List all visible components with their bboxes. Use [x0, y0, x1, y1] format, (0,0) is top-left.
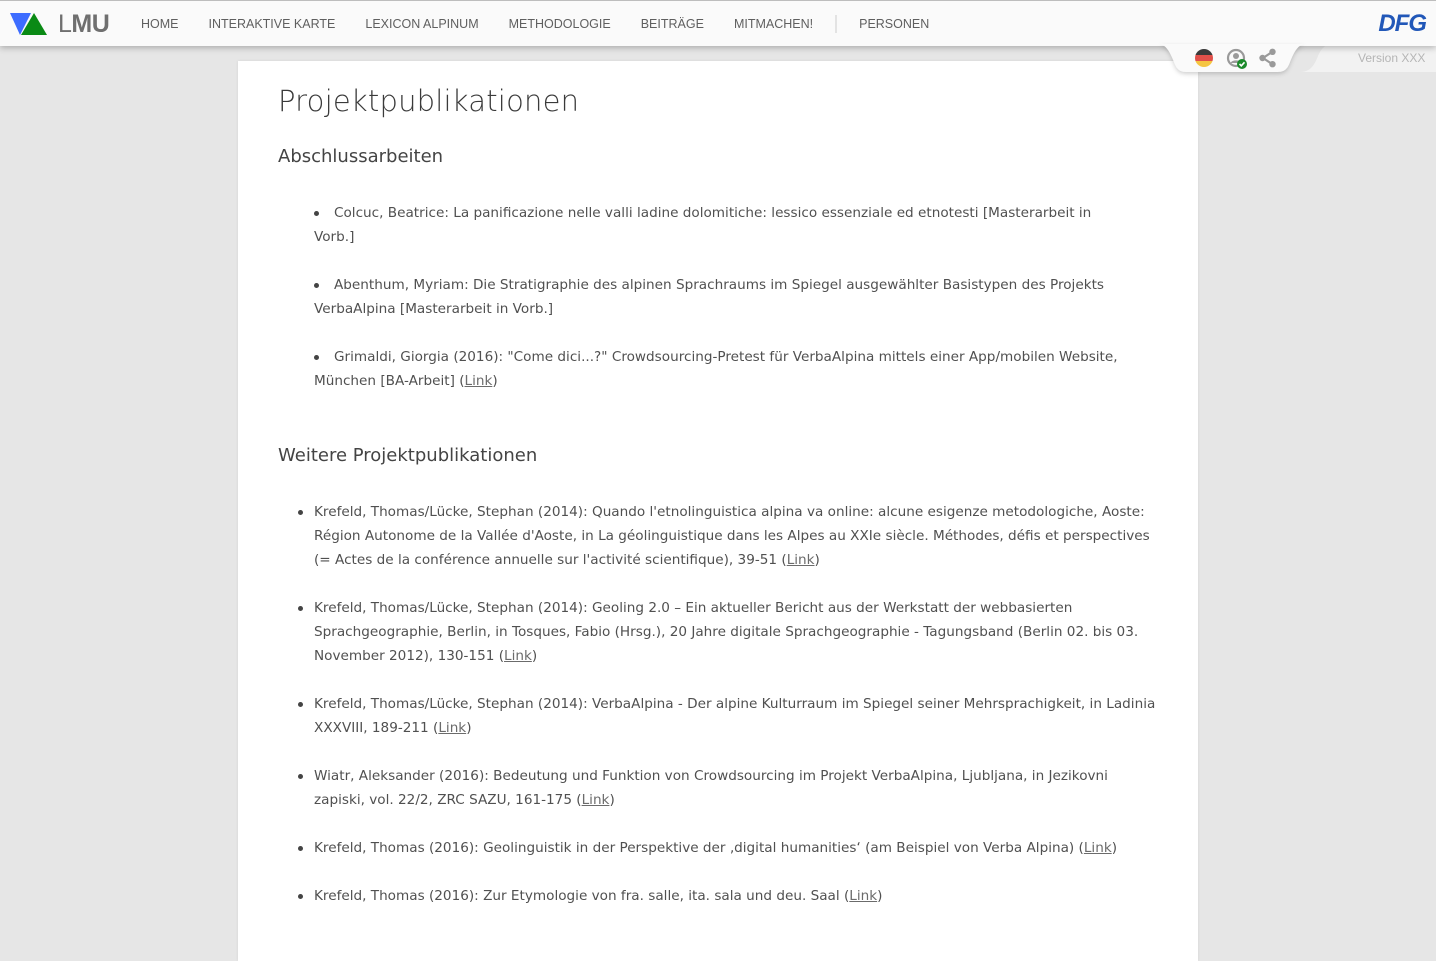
logo-letter-l: L	[58, 9, 72, 38]
list-item	[314, 884, 1158, 908]
publication-link[interactable]: Link	[504, 648, 532, 664]
publication-link[interactable]: Link	[1083, 840, 1112, 856]
publication-text-end: )	[492, 373, 498, 389]
tools-tab	[1158, 44, 1306, 74]
logo-letters-mu: MU	[71, 9, 110, 38]
publication-text-end: )	[814, 552, 820, 568]
nav-methodologie[interactable]: METHODOLOGIE	[508, 16, 611, 31]
german-flag-icon[interactable]	[1194, 48, 1214, 68]
list-item	[314, 500, 1158, 572]
version-label: Version XXX	[1358, 51, 1426, 65]
share-icon[interactable]	[1258, 48, 1278, 68]
publication-text: Abenthum, Myriam: Die Stratigraphie des alpinen Sprachraums im Spiegel ausgewählter Basistypen des Projekts VerbaAlpina [Masterarbeit in Vorb.]	[314, 277, 1104, 317]
list-item	[314, 345, 1128, 393]
publication-text: Grimaldi, Giorgia (2016): "Come dici...?" Crowdsourcing-Pretest für VerbaAlpina mittels einer App/mobilen Website, München [BA-Arbeit] (	[314, 349, 1118, 389]
publication-text-end: )	[609, 792, 615, 808]
publication-text: Krefeld, Thomas/Lücke, Stephan (2014): Geoling 2.0 – Ein aktueller Bericht aus der Werkstatt der webbasierten Sprachgeographie, Berlin, in Tosques, Fabio (Hrsg.), 20 Jahre digitale Sprachgeographie - Tagungsband (Berlin 02. bis 03. November 2012), 130-151 (	[314, 600, 1139, 664]
list-item	[314, 692, 1158, 740]
version-tab	[1300, 44, 1436, 74]
main-nav	[126, 1, 944, 46]
nav-mitmachen[interactable]: MITMACHEN!	[733, 16, 814, 31]
list-item	[314, 273, 1128, 321]
publication-text-end: )	[1111, 840, 1118, 856]
main-content	[238, 61, 1198, 961]
section-title-weitere-projektpublikationen: Weitere Projektpublikationen	[278, 445, 538, 466]
nav-personen[interactable]: PERSONEN	[859, 16, 930, 31]
publication-link[interactable]: Link	[464, 373, 493, 389]
publication-text: Krefeld, Thomas/Lücke, Stephan (2014): Quando l'etnolinguistica alpina va online: alcune esigenze metodologiche, Aoste: Région Autonome de la Vallée d'Aoste, in La géolinguistique dans les Alpes au XXIe siècle. Méthodes, défis et perspectives (= Actes de la conférence annuelle sur l'activité scientifique), 39-51 (	[314, 504, 1150, 568]
publication-text-end: )	[531, 648, 538, 664]
nav-beitraege[interactable]: BEITRÄGE	[640, 16, 704, 31]
list-item	[314, 836, 1158, 860]
weitere-projektpublikationen-list	[278, 500, 1158, 908]
publication-text: Wiatr, Aleksander (2016): Bedeutung und Funktion von Crowdsourcing im Projekt VerbaAlpina, Ljubljana, in Jezikovni zapiski, vol. 22/2, ZRC SAZU, 161-175 (	[314, 768, 1108, 808]
verbaalpina-triangle-icon	[10, 12, 48, 36]
dfg-logo[interactable]: DFG	[1378, 10, 1426, 37]
top-navigation-bar	[0, 0, 1436, 46]
section-title-abschlussarbeiten: Abschlussarbeiten	[278, 146, 444, 167]
list-item	[314, 596, 1158, 668]
abschlussarbeiten-list	[278, 201, 1128, 393]
nav-interaktive-karte[interactable]: INTERAKTIVE KARTE	[208, 16, 336, 31]
publication-link[interactable]: Link	[786, 552, 815, 568]
publication-text: Krefeld, Thomas (2016): Zur Etymologie von fra. salle, ita. sala und deu. Saal (	[314, 888, 850, 904]
lmu-logo[interactable]	[10, 11, 110, 37]
publication-text-end: )	[466, 720, 472, 736]
publication-link[interactable]: Link	[581, 792, 610, 808]
list-item	[314, 764, 1158, 812]
user-logged-in-icon[interactable]	[1226, 48, 1246, 68]
publication-text: Krefeld, Thomas (2016): Geolinguistik in der Perspektive der ‚digital humanities‘ (am Beispiel von Verba Alpina) (	[314, 840, 1084, 856]
list-item	[314, 201, 1128, 249]
page-title: Projektpublikationen	[278, 84, 580, 118]
nav-divider	[835, 15, 837, 33]
publication-link[interactable]: Link	[438, 720, 467, 736]
publication-text: Krefeld, Thomas/Lücke, Stephan (2014): VerbaAlpina - Der alpine Kulturraum im Spiegel seiner Mehrsprachigkeit, in Ladinia XXXVIII, 189-211 (	[314, 696, 1156, 736]
publication-link[interactable]: Link	[849, 888, 878, 904]
publication-text: Colcuc, Beatrice: La panificazione nelle valli ladine dolomitiche: lessico essenziale ed etnotesti [Masterarbeit in Vorb.]	[314, 205, 1092, 245]
lmu-logo-text	[58, 10, 109, 39]
nav-lexicon-alpinum[interactable]: LEXICON ALPINUM	[365, 16, 479, 31]
nav-home[interactable]: HOME	[141, 16, 179, 31]
publication-text-end: )	[877, 888, 883, 904]
